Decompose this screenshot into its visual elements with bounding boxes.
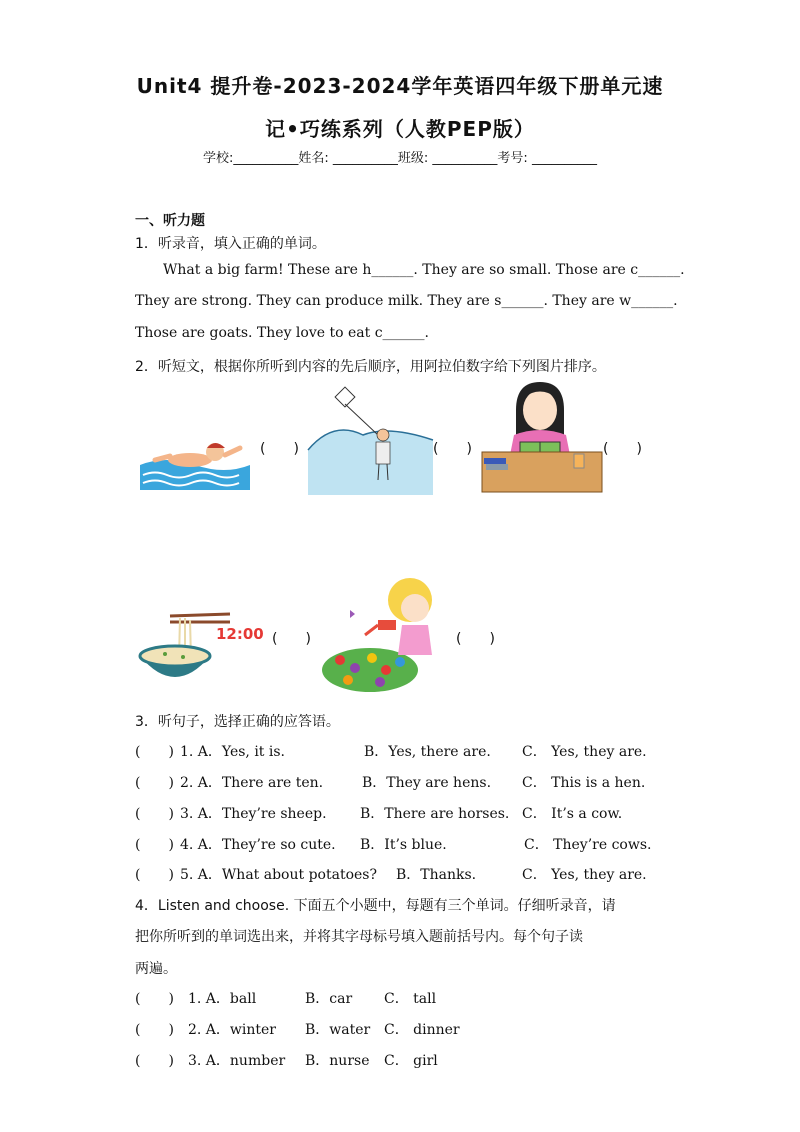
q2-answer-blank-3[interactable]: ( )	[603, 441, 642, 457]
q3-row-5-blank[interactable]: ( )	[135, 867, 174, 883]
q4-row-1-blank[interactable]: ( )	[135, 991, 174, 1007]
q3-row-2-option-a: 2. A．There are ten.	[180, 775, 324, 791]
q4-row-2-option-c: C． dinner	[384, 1022, 460, 1038]
q4-row-1-option-b: B．car	[305, 991, 353, 1007]
q4-prompt-line2: 把你所听到的单词选出来，并将其字母标号填入题前括号内。每个句子读	[135, 929, 583, 945]
q4-row-2-option-a: 2. A．winter	[188, 1022, 276, 1038]
q4-row-3-option-a: 3. A．number	[188, 1053, 286, 1069]
q2-answer-blank-2[interactable]: ( )	[433, 441, 472, 457]
q3-row-2-option-b: B．They are hens.	[362, 775, 492, 791]
q3-row-1-option-b: B．Yes, there are.	[364, 744, 491, 760]
q4-row-3-option-b: B．nurse	[305, 1053, 370, 1069]
q2-answer-blank-5[interactable]: ( )	[456, 631, 495, 647]
q4-prompt-line3: 两遍。	[135, 961, 177, 977]
q3-row-3-blank[interactable]: ( )	[135, 806, 174, 822]
student-info-line: 学校:__________姓名: __________班级: __________考号: __________	[203, 151, 597, 166]
q1-line2: They are strong. They can produce milk. They are s______. They are w______.	[135, 293, 678, 309]
q3-row-4-option-b: B．It’s blue.	[360, 837, 447, 853]
q3-row-3-option-a: 3. A．They’re sheep.	[180, 806, 327, 822]
q4-row-3-option-c: C． girl	[384, 1053, 438, 1069]
q1-line1: What a big farm! These are h______. They are so small. Those are c______.	[163, 262, 685, 278]
q2-prompt: 2．听短文，根据你所听到内容的先后顺序，用阿拉伯数字给下列图片排序。	[135, 359, 606, 375]
q3-row-5-option-a: 5. A．What about potatoes?	[180, 867, 377, 883]
q4-prompt-line1: 4．Listen and choose. 下面五个小题中，每题有三个单词。仔细听录音，请	[135, 898, 616, 914]
q3-row-5-option-c: C． Yes, they are.	[522, 867, 647, 883]
q3-row-5-option-b: B．Thanks.	[396, 867, 477, 883]
q3-prompt: 3．听句子，选择正确的应答语。	[135, 714, 340, 730]
q4-row-3-blank[interactable]: ( )	[135, 1053, 174, 1069]
noodles-image	[135, 608, 265, 693]
q3-row-1-option-c: C． Yes, they are.	[522, 744, 647, 760]
q2-answer-blank-4[interactable]: ( )	[272, 631, 311, 647]
q3-row-2-blank[interactable]: ( )	[135, 775, 174, 791]
section-heading: 一、听力题	[135, 213, 205, 229]
q2-answer-blank-1[interactable]: ( )	[260, 441, 299, 457]
q4-row-2-blank[interactable]: ( )	[135, 1022, 174, 1038]
q4-row-1-option-a: 1. A．ball	[188, 991, 257, 1007]
q4-row-1-option-c: C． tall	[384, 991, 437, 1007]
kite-girl-image	[308, 390, 433, 495]
q3-row-1-blank[interactable]: ( )	[135, 744, 174, 760]
reading-girl-image	[478, 380, 604, 495]
page-title-line2: 记•巧练系列（人教PEP版）	[265, 117, 535, 141]
q3-row-4-option-c: C． They’re cows.	[524, 837, 652, 853]
q1-prompt: 1．听录音，填入正确的单词。	[135, 236, 326, 252]
clock-time-label: 12:00	[216, 625, 264, 643]
q3-row-2-option-c: C． This is a hen.	[522, 775, 646, 791]
q4-row-2-option-b: B．water	[305, 1022, 371, 1038]
q3-row-3-option-c: C． It’s a cow.	[522, 806, 623, 822]
q3-row-4-blank[interactable]: ( )	[135, 837, 174, 853]
swimmer-image	[135, 430, 255, 495]
watering-girl-image	[320, 570, 450, 695]
q1-line3: Those are goats. They love to eat c______.	[135, 325, 429, 341]
q3-row-1-option-a: 1. A．Yes, it is.	[180, 744, 285, 760]
q3-row-3-option-b: B．There are horses.	[360, 806, 510, 822]
q3-row-4-option-a: 4. A．They’re so cute.	[180, 837, 336, 853]
page-title-line1: Unit4 提升卷-2023-2024学年英语四年级下册单元速	[136, 74, 664, 98]
